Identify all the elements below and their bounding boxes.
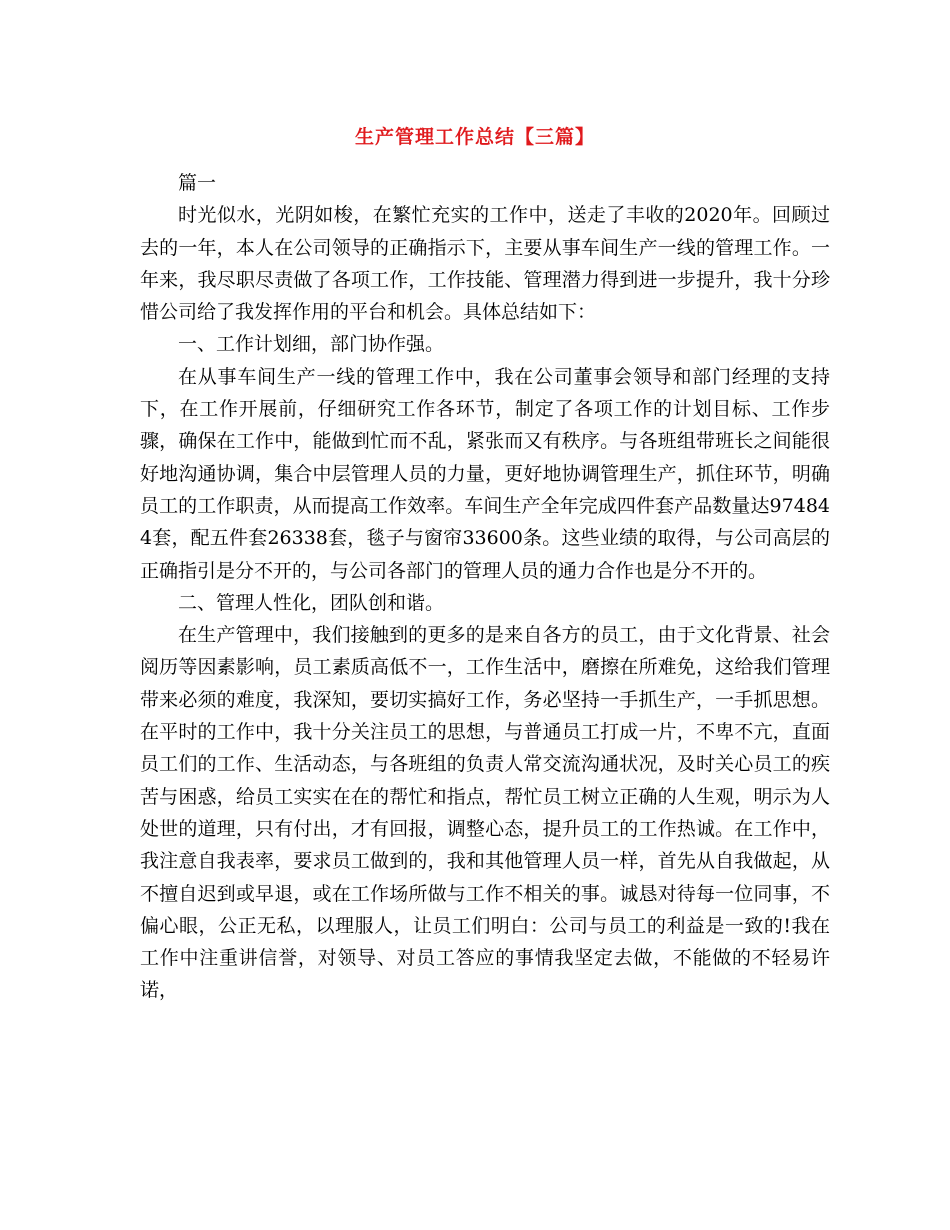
paragraph-planning: 在从事车间生产一线的管理工作中，我在公司董事会领导和部门经理的支持下，在工作开展前，仔细研究工作各环节，制定了各项工作的计划目标、工作步骤，确保在工作中，能做到忙而不乱，紧张而又有秩序。与各班组带班长之间能很好地沟通协调，集合中层管理人员的力量，更好地协调管理生产，抓住环节，明确员工的工作职责，从而提高工作效率。车间生产全年完成四件套产品数量达974844套，配五件套26338套，毯子与窗帘33600条。这些业绩的取得，与公司高层的正确指引是分不开的，与公司各部门的管理人员的通力合作也是分不开的。 — [140, 365, 830, 582]
document-body — [140, 167, 830, 1007]
section-label: 篇一 — [178, 172, 217, 194]
heading-two: 二、管理人性化，团队创和谐。 — [178, 591, 445, 614]
heading-one: 一、工作计划细，部门协作强。 — [178, 333, 445, 356]
paragraph-intro: 时光似水，光阴如梭，在繁忙充实的工作中，送走了丰收的2020年。回顾过去的一年，本人在公司领导的正确指示下，主要从事车间生产一线的管理工作。一年来，我尽职尽责做了各项工作，工作技能、管理潜力得到进一步提升，我十分珍惜公司给了我发挥作用的平台和机会。具体总结如下： — [140, 204, 830, 324]
paragraph-management: 在生产管理中，我们接触到的更多的是来自各方的员工，由于文化背景、社会阅历等因素影响，员工素质高低不一，工作生活中，磨擦在所难免，这给我们管理带来必须的难度，我深知，要切实搞好工作，务必坚持一手抓生产，一手抓思想。在平时的工作中，我十分关注员工的思想，与普通员工打成一片，不卑不亢，直面员工们的工作、生活动态，与各班组的负责人常交流沟通状况，及时关心员工的疾苦与困惑，给员工实实在在的帮忙和指点，帮忙员工树立正确的人生观，明示为人处世的道理，只有付出，才有回报，调整心态，提升员工的工作热诚。在工作中，我注意自我表率，要求员工做到的，我和其他管理人员一样，首先从自我做起，从不擅自迟到或早退，或在工作场所做与工作不相关的事。诚恳对待每一位同事，不偏心眼，公正无私，以理服人，让员工们明白：公司与员工的利益是一致的!我在工作中注重讲信誉，对领导、对员工答应的事情我坚定去做，不能做的不轻易许诺， — [140, 624, 830, 1002]
document-title: 生产管理工作总结【三篇】 — [354, 126, 595, 148]
